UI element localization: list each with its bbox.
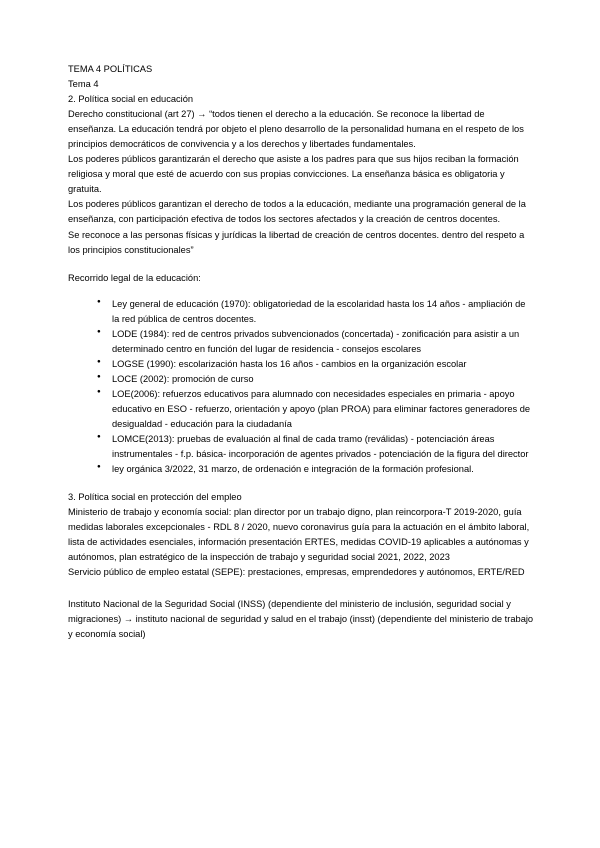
paragraph-poderes-publicos-padres: Los poderes públicos garantizarán el derecho que asiste a los padres para que sus hijos reciban la formación religiosa y moral que esté de acuerdo con sus propias convicciones. La enseñanza básica es obligatoria y gratuita. — [68, 154, 519, 195]
paragraph-poderes-publicos-programacion: Los poderes públicos garantizan el derecho de todos a la educación, mediante una programación general de la enseñanza, con participación efectiva de todos los sectores afectados y la creación de centros docentes. — [68, 199, 526, 225]
spacer — [68, 286, 534, 297]
document-title: TEMA 4 POLÍTICAS — [68, 64, 153, 74]
spacer — [68, 477, 534, 490]
paragraph-libertad-creacion-centros: Se reconoce a las personas físicas y jurídicas la libertad de creación de centros docentes. dentro del respeto a los principios constitucionales” — [68, 229, 525, 255]
list-item: ● LOGSE (1990): escolarización hasta los 16 años - cambios en la organización escolar — [98, 357, 534, 372]
document-body — [68, 62, 534, 642]
spacer — [68, 258, 534, 271]
recorrido-legal-heading: Recorrido legal de la educación: — [68, 272, 201, 283]
spacer — [68, 581, 534, 597]
list-item: ● LOE(2006): refuerzos educativos para alumnado con necesidades especiales en primaria - apoyo educativo en ESO - refuerzo, orientación y apoyo (plan PROA) para eliminar factores generadores de desigualdad - educación para la ciudadanía — [98, 387, 534, 432]
list-item: ● ley orgánica 3/2022, 31 marzo, de ordenación e integración de la formación profesional. — [98, 462, 534, 477]
section-3-heading: 3. Política social en protección del empleo — [68, 492, 242, 503]
paragraph-ministerio-trabajo: Ministerio de trabajo y economía social: plan director por un trabajo digno, plan reincorpora-T 2019-2020, guía medidas laborales excepcionales - RDL 8 / 2020, nuevo coronavirus guía para la actuación en el ámbito laboral, lista de actividades esenciales, información presentación ERTES, medidas COVID-19 aplicables a autónomas y autónomos, plan estratégico de la inspección de trabajo y seguridad social 2021, 2022, 2023 — [68, 507, 530, 563]
list-item: ● LOCE (2002): promoción de curso — [98, 372, 534, 387]
list-item: ● Ley general de educación (1970): obligatoriedad de la escolaridad hasta los 14 años - ampliación de la red pública de centros docentes. — [98, 297, 534, 327]
list-item: ● LOMCE(2013): pruebas de evaluación al final de cada tramo (reválidas) - potenciación áreas instrumentales - f.p. básica- incorporación de agentes privados - potenciación de la figura del director — [98, 432, 534, 462]
section-2-heading: 2. Política social en educación — [68, 94, 194, 105]
document-subtitle: Tema 4 — [68, 79, 99, 90]
paragraph-inss: Instituto Nacional de la Seguridad Social (INSS) (dependiente del ministerio de inclusión, seguridad social y migraciones) → instituto nacional de seguridad y salud en el trabajo (insst) (dependiente del ministerio de trabajo y economía social) — [68, 598, 534, 639]
paragraph-constitucional: Derecho constitucional (art 27) → “todos tienen el derecho a la educación. Se reconoce la libertad de enseñanza. La educación tendrá por objeto el pleno desarrollo de la personalidad humana en el respeto de los principios democráticos de convivencia y a los derechos y libertades fundamentales. — [68, 109, 524, 150]
list-item: ● LODE (1984): red de centros privados subvencionados (concertada) - zonificación para asistir a un determinado centro en función del lugar de residencia - consejos escolares — [98, 327, 534, 357]
recorrido-legal-list — [68, 297, 534, 478]
paragraph-sepe: Servicio público de empleo estatal (SEPE): prestaciones, empresas, emprendedores y autónomos, ERTE/RED — [68, 567, 525, 578]
